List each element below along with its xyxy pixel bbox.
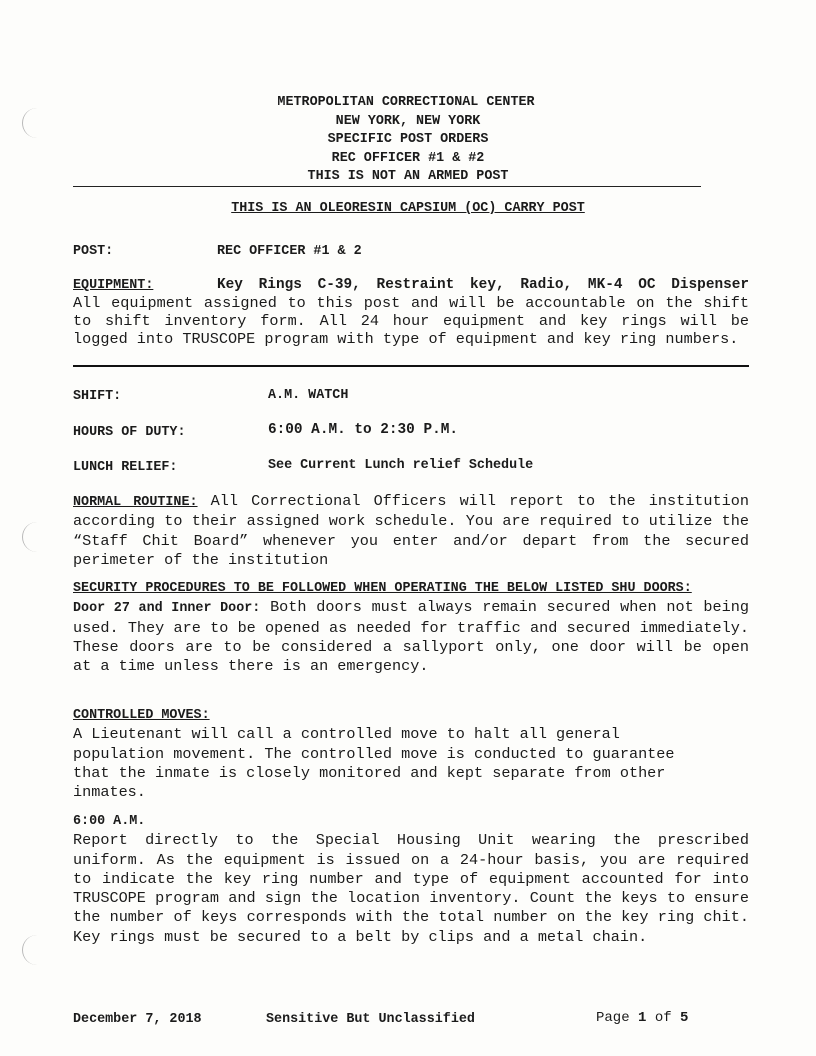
security-section bbox=[73, 579, 749, 676]
equipment-value: Key Rings C-39, Restraint key, Radio, MK-4 OC Dispenser bbox=[217, 277, 749, 293]
six-am-section bbox=[73, 812, 749, 947]
normal-routine-label: NORMAL ROUTINE: bbox=[73, 495, 198, 510]
lunch-label: LUNCH RELIEF: bbox=[73, 460, 178, 475]
header-divider bbox=[73, 186, 701, 187]
section-divider bbox=[73, 365, 749, 367]
post-label: POST: bbox=[73, 244, 114, 259]
document-header bbox=[0, 94, 816, 187]
equipment-label: EQUIPMENT: bbox=[73, 278, 154, 293]
header-line-3: SPECIFIC POST ORDERS bbox=[327, 132, 489, 147]
shift-value: A.M. WATCH bbox=[268, 388, 349, 403]
normal-routine-text: All Correctional Officers will report to the institution according to their assigned work schedule. You are required to utilize the “Staff Chit Board” whenever you enter and/or depart from the secured perimeter of the institution bbox=[73, 492, 749, 569]
punch-hole-mark bbox=[22, 522, 37, 552]
shift-row bbox=[73, 389, 121, 404]
door-text: Both doors must always remain secured when not being used. They are to be opened as needed for traffic and secured immediately. These doors are to be considered a sallyport only, one door will be open at a time unless there is an emergency. bbox=[73, 598, 749, 676]
controlled-line-3: that the inmate is closely monitored and kept separate from other bbox=[73, 763, 666, 782]
header-line-1: METROPOLITAN CORRECTIONAL CENTER bbox=[277, 95, 535, 110]
door-label: Door 27 and Inner Door: bbox=[73, 601, 261, 617]
controlled-line-4: inmates. bbox=[73, 783, 146, 802]
post-value: REC OFFICER #1 & 2 bbox=[217, 244, 362, 259]
post-row bbox=[73, 244, 113, 259]
controlled-line-1: A Lieutenant will call a controlled move to halt all general bbox=[73, 725, 620, 744]
lunch-row bbox=[73, 460, 177, 475]
controlled-line-2: population movement. The controlled move is conducted to guarantee bbox=[73, 744, 675, 763]
controlled-heading: CONTROLLED MOVES: bbox=[73, 708, 210, 723]
normal-routine-paragraph bbox=[73, 492, 749, 570]
page-current: 1 bbox=[638, 1010, 647, 1026]
page-total: 5 bbox=[680, 1010, 689, 1026]
footer-date: December 7, 2018 bbox=[73, 1012, 202, 1027]
equipment-text: All equipment assigned to this post and will be accountable on the shift to shift inventory form. All 24 hour equipment and key rings will be logged into TRUSCOPE program with type of equipment and key ring numbers. bbox=[73, 294, 749, 348]
footer-page-number: Page 1 of 5 bbox=[596, 1010, 689, 1026]
hours-row bbox=[73, 425, 186, 440]
oc-notice: THIS IS AN OLEORESIN CAPSIUM (OC) CARRY POST bbox=[231, 201, 585, 216]
punch-hole-mark bbox=[22, 935, 37, 965]
footer-classification: Sensitive But Unclassified bbox=[266, 1012, 475, 1027]
header-line-2: NEW YORK, NEW YORK bbox=[335, 113, 481, 129]
security-door-paragraph bbox=[73, 598, 749, 676]
hours-label: HOURS OF DUTY: bbox=[73, 425, 186, 440]
equipment-row bbox=[73, 278, 153, 293]
six-am-text: Report directly to the Special Housing Unit wearing the prescribed uniform. As the equipment is issued on a 24-hour basis, you are required to indicate the key ring number and type of equipment accounted for into TRUSCOPE program and sign the location inventory. Count the keys to ensure the number of keys corresponds with the total number on the key ring chit. Key rings must be secured to a belt by clips and a metal chain. bbox=[73, 831, 749, 946]
header-line-5: THIS IS NOT AN ARMED POST bbox=[307, 169, 509, 184]
lunch-value: See Current Lunch relief Schedule bbox=[268, 458, 534, 473]
security-heading: SECURITY PROCEDURES TO BE FOLLOWED WHEN OPERATING THE BELOW LISTED SHU DOORS: bbox=[73, 581, 692, 596]
shift-label: SHIFT: bbox=[73, 389, 122, 404]
six-am-heading: 6:00 A.M. bbox=[73, 814, 146, 829]
hours-value: 6:00 A.M. to 2:30 P.M. bbox=[268, 422, 458, 438]
header-line-4: REC OFFICER #1 & #2 bbox=[331, 150, 485, 166]
controlled-moves-section bbox=[73, 706, 749, 802]
